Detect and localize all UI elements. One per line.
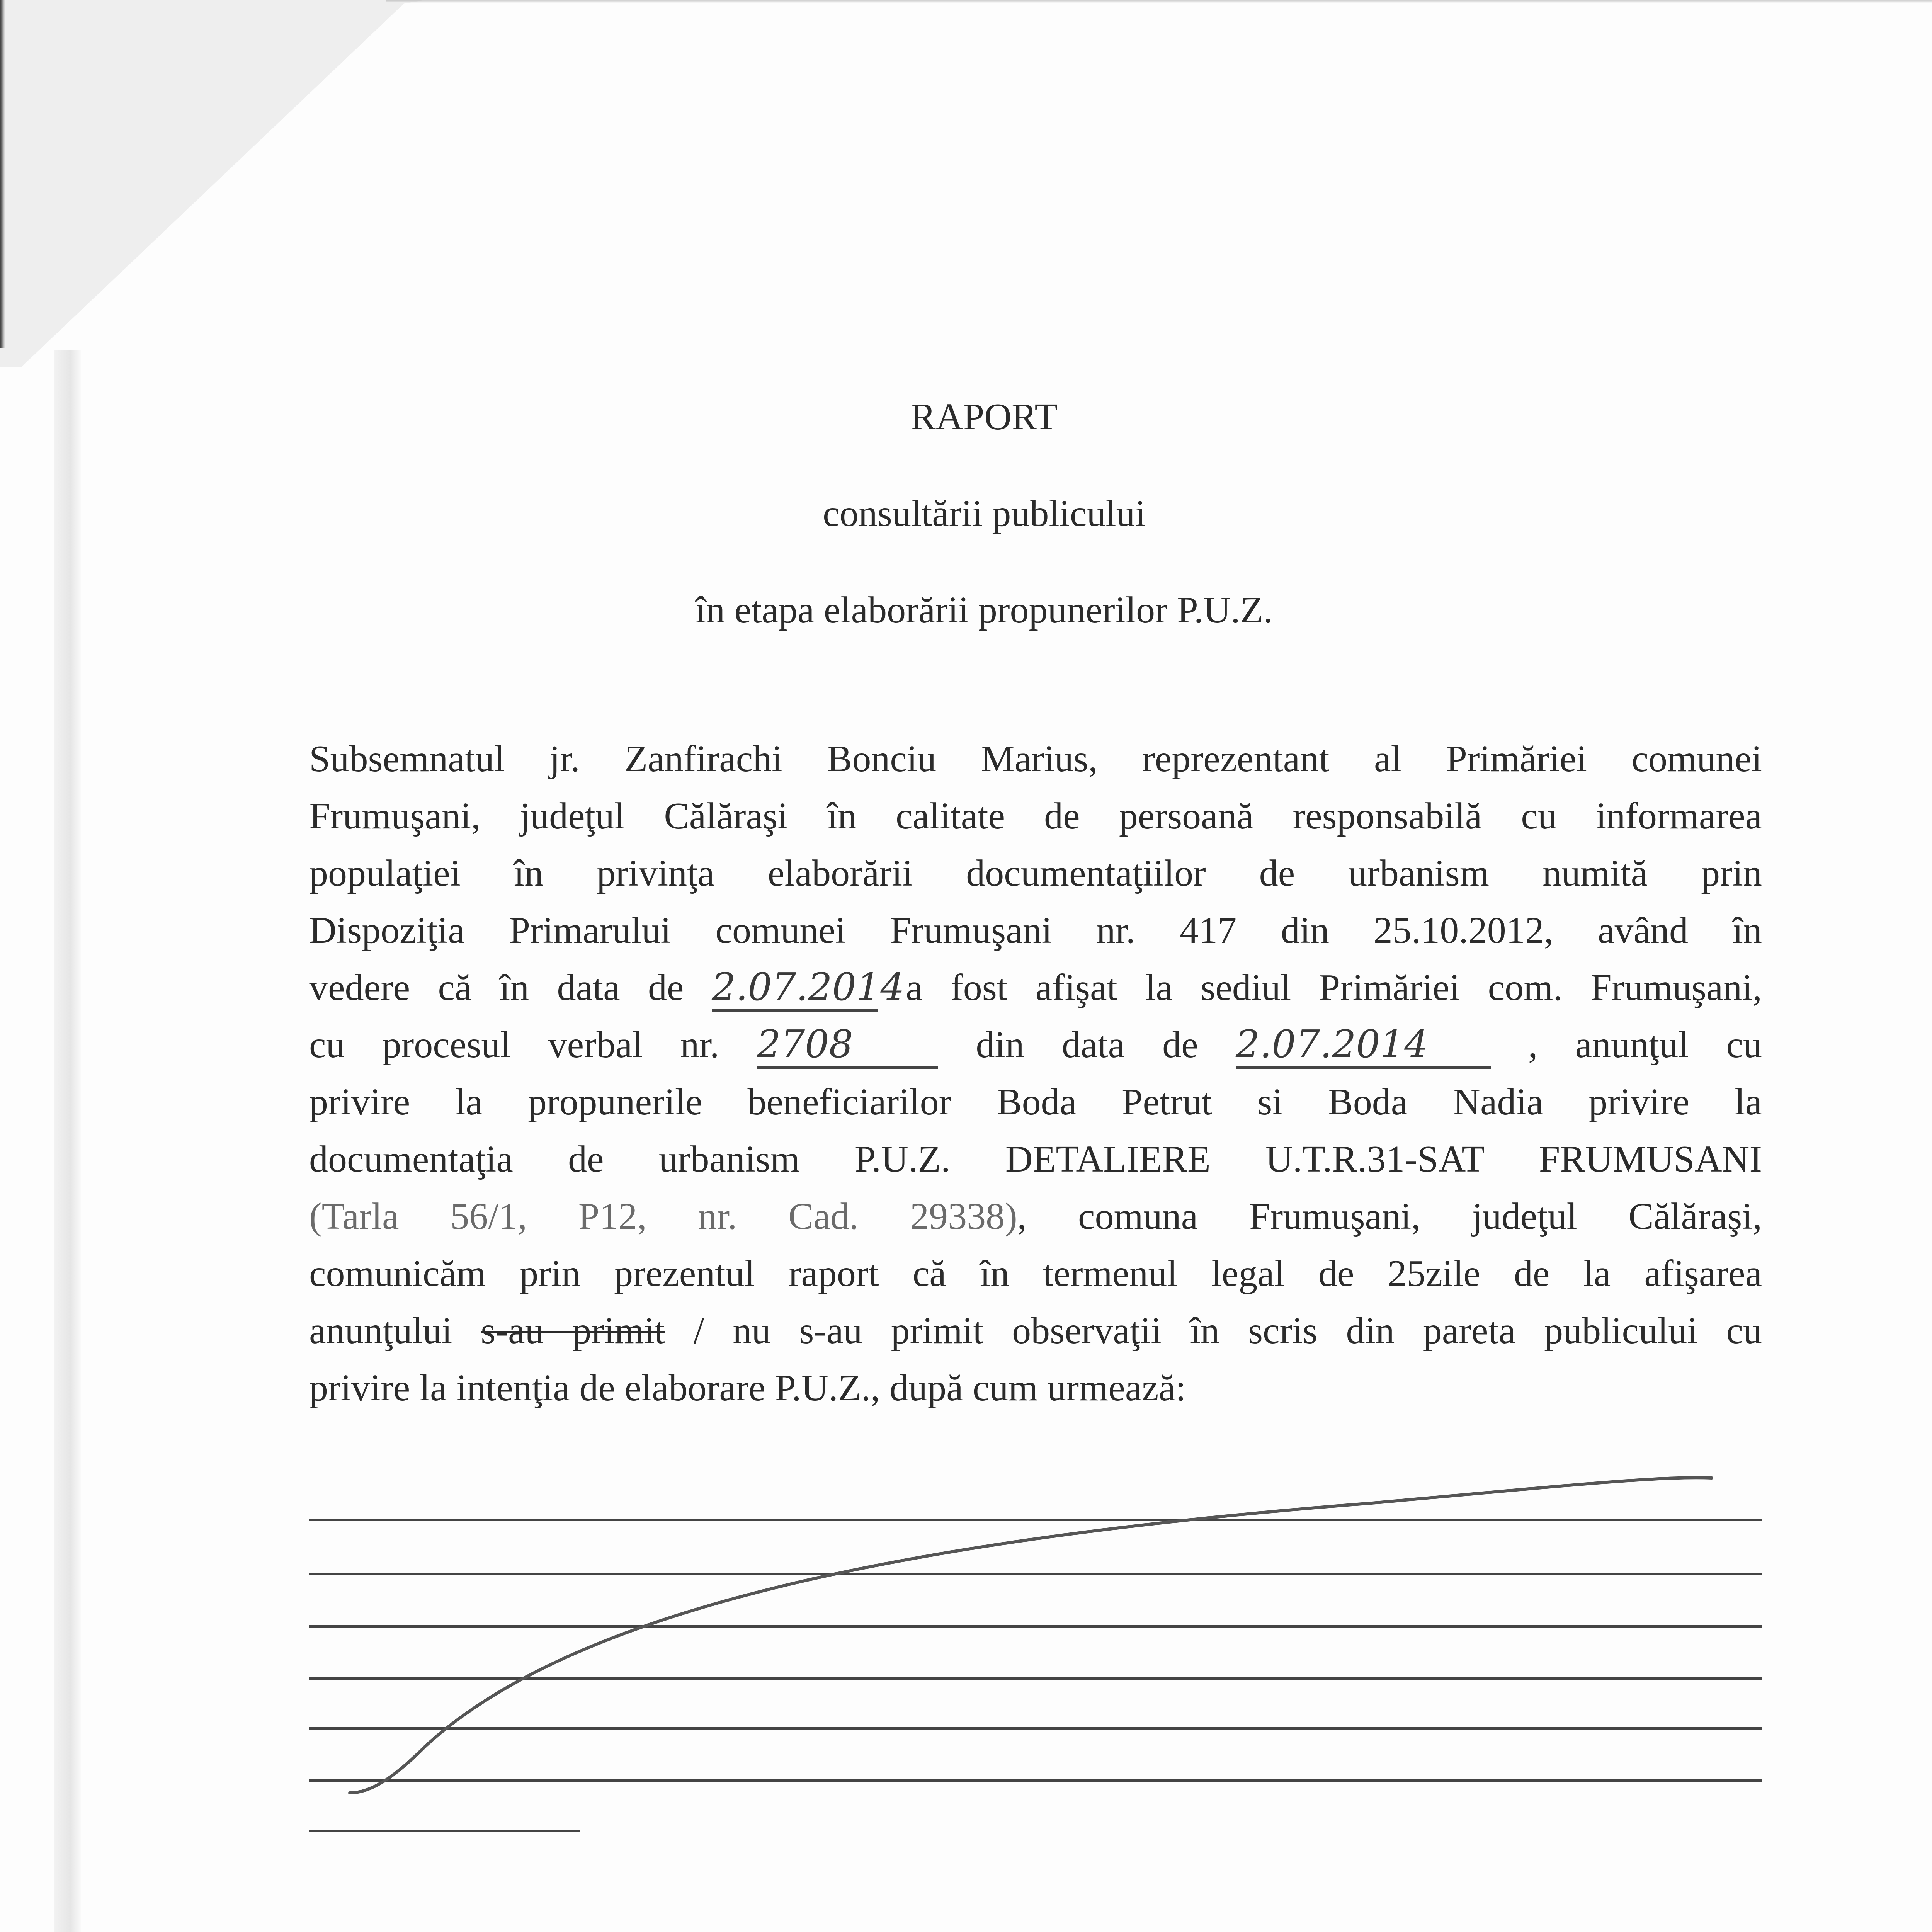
observation-blank-line — [309, 1573, 1762, 1575]
cadastral-reference: (Tarla 56/1, P12, nr. Cad. 29338) — [309, 1196, 1017, 1237]
document-subtitle-1: consultării publicului — [823, 493, 1146, 534]
handwritten-minutes-number: 2708 — [757, 1023, 938, 1069]
text-fragment: / nu s-au primit observaţii în scris din pareta publicului cu — [694, 1310, 1762, 1352]
paragraph-line — [309, 1016, 1762, 1073]
paragraph-line: populaţiei în privinţa elaborării documentaţiilor de urbanism numită prin — [309, 852, 1762, 894]
text-fragment: din data de — [976, 1024, 1198, 1066]
document-title: RAPORT — [910, 396, 1058, 438]
paragraph-line: comunicăm prin prezentul raport că în termenul legal de 25zile de la afişarea — [309, 1253, 1762, 1294]
page-fold-edge — [54, 350, 81, 1932]
paragraph-line: Subsemnatul jr. Zanfirachi Bonciu Marius, reprezentant al Primăriei comunei — [309, 738, 1762, 780]
text-fragment: , anunţul cu — [1528, 1024, 1762, 1066]
paragraph-line: privire la intenţia de elaborare P.U.Z., după cum urmează: — [309, 1367, 1186, 1409]
paragraph-line: Dispoziţia Primarului comunei Frumuşani nr. 417 din 25.10.2012, având în — [309, 910, 1762, 951]
paragraph-line: privire la propunerile beneficiarilor Boda Petrut si Boda Nadia privire la — [309, 1081, 1762, 1123]
observation-blank-line — [309, 1519, 1762, 1521]
text-fragment: cu procesul verbal nr. — [309, 1024, 719, 1066]
paragraph-line — [309, 959, 1762, 1016]
handwritten-minutes-date: 2.07.2014 — [1236, 1023, 1491, 1069]
paragraph-line: Frumuşani, judeţul Călăraşi în calitate de persoană responsabilă cu informarea — [309, 795, 1762, 837]
scan-edge — [0, 0, 5, 348]
observation-blank-line — [309, 1830, 580, 1832]
report-paragraph — [309, 730, 1762, 1417]
text-fragment: anunţului — [309, 1310, 452, 1352]
text-fragment: a fost afişat la sediul Primăriei com. Frumuşani, — [906, 967, 1762, 1009]
handwritten-posting-date: 2.07.2014 — [712, 966, 878, 1012]
paragraph-line — [309, 1188, 1762, 1245]
observation-blank-line — [309, 1677, 1762, 1680]
observation-blank-line — [309, 1727, 1762, 1730]
paragraph-line — [309, 1302, 1762, 1359]
document-subtitle-2: în etapa elaborării propunerilor P.U.Z. — [695, 589, 1273, 631]
observation-blank-line — [309, 1779, 1762, 1782]
struck-option: s-au primit — [481, 1310, 665, 1352]
observation-blank-line — [309, 1625, 1762, 1628]
paragraph-line: documentaţia de urbanism P.U.Z. DETALIERE U.T.R.31-SAT FRUMUSANI — [309, 1138, 1762, 1180]
scan-top-edge — [386, 0, 1932, 3]
text-fragment: , comuna Frumuşani, judeţul Călăraşi, — [1017, 1196, 1762, 1237]
text-fragment: vedere că în data de — [309, 967, 684, 1009]
